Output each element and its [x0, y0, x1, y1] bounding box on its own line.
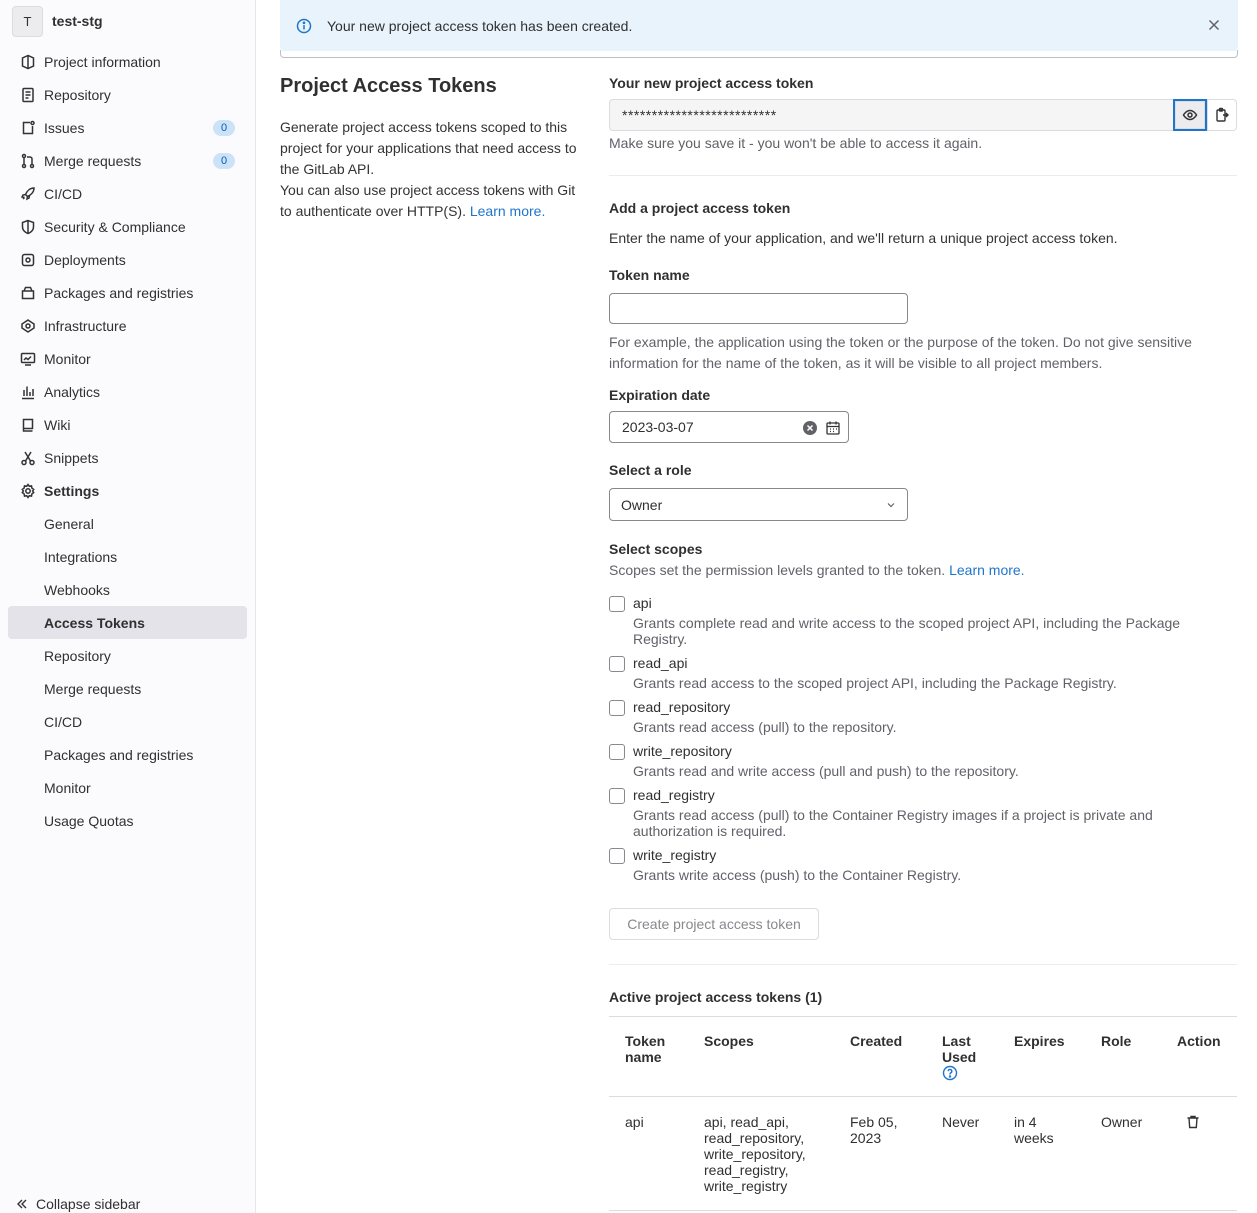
create-token-button[interactable]: Create project access token — [609, 908, 819, 940]
sidebar-item-repository[interactable] — [8, 78, 247, 111]
expiration-date-label: Expiration date — [609, 387, 711, 403]
eye-icon — [1182, 107, 1198, 123]
sidebar-item-label: Packages and registries — [44, 284, 194, 301]
page-description — [280, 117, 580, 222]
token-name-help: For example, the application using the token or the purpose of the token. Do not give sensitive information for the name of the token, as it will be visible to all project members. — [609, 334, 1192, 371]
token-name-input[interactable] — [609, 293, 908, 324]
project-header[interactable] — [12, 6, 103, 36]
scope-name: write_registry — [633, 847, 717, 863]
column-header-last-used[interactable] — [942, 1033, 982, 1084]
sidebar-item-label: Merge requests — [44, 152, 142, 169]
sidebar-item-deployments[interactable] — [8, 243, 247, 276]
scope-checkbox[interactable] — [609, 788, 625, 804]
sidebar-item-analytics[interactable] — [8, 375, 247, 408]
obscured-form-box — [280, 50, 1238, 58]
settings-item-integrations[interactable]: Integrations — [44, 548, 118, 565]
description-text: Generate project access tokens scoped to this project for your applications that need access to the GitLab API. — [280, 119, 577, 177]
token-name-label: Token name — [609, 267, 690, 283]
expiration-date-value: 2023-03-07 — [622, 419, 694, 435]
close-icon[interactable] — [1206, 17, 1222, 33]
cell-last-used: Never — [942, 1114, 980, 1130]
column-header-token-name[interactable]: Token name — [625, 1033, 666, 1065]
sidebar-item-label: Security & Compliance — [44, 218, 186, 235]
scope-description: Grants read access (pull) to the Container Registry images if a project is private and authorization is required. — [633, 807, 1153, 839]
sidebar-item-infrastructure[interactable] — [8, 309, 247, 342]
scope-description: Grants read access to the scoped project API, including the Package Registry. — [633, 675, 1117, 691]
issues-count-badge: 0 — [213, 120, 235, 136]
sidebar — [0, 0, 256, 1213]
sidebar-item-label: Wiki — [44, 416, 71, 433]
scope-name: read_repository — [633, 699, 731, 715]
new-token-label: Your new project access token — [609, 75, 814, 91]
issues-icon — [20, 120, 36, 136]
scope-checkbox[interactable] — [609, 656, 625, 672]
monitor-icon — [20, 351, 36, 367]
sidebar-item-ci-cd[interactable] — [8, 177, 247, 210]
book-icon — [20, 417, 36, 433]
scope-checkbox[interactable] — [609, 700, 625, 716]
document-icon — [20, 87, 36, 103]
sidebar-item-settings[interactable] — [8, 474, 247, 507]
table-bottom-border — [609, 1210, 1237, 1211]
column-header-expires[interactable]: Expires — [1014, 1033, 1065, 1049]
cloud-gear-icon — [20, 318, 36, 334]
cell-scopes: api, read_api, read_repository, write_repository, read_registry, write_registry — [704, 1114, 806, 1194]
settings-item-merge-requests[interactable]: Merge requests — [44, 680, 142, 697]
rocket-icon — [20, 186, 36, 202]
merge-requests-count-badge: 0 — [213, 153, 235, 169]
sidebar-item-label: Snippets — [44, 449, 99, 466]
sidebar-item-label: Analytics — [44, 383, 101, 400]
scope-name: api — [633, 595, 652, 611]
tokens-table-header — [609, 1016, 1237, 1097]
role-label: Select a role — [609, 462, 692, 478]
divider — [609, 964, 1237, 965]
scope-checkbox[interactable] — [609, 848, 625, 864]
deployments-icon — [20, 252, 36, 268]
settings-item-webhooks[interactable]: Webhooks — [44, 581, 110, 598]
expiration-date-input[interactable] — [609, 411, 849, 443]
sidebar-item-label: Infrastructure — [44, 317, 127, 334]
sidebar-item-label: Issues — [44, 119, 85, 136]
role-select-value: Owner — [621, 497, 663, 513]
sidebar-item-label: CI/CD — [44, 185, 83, 202]
sidebar-item-merge-requests[interactable] — [8, 144, 247, 177]
scissors-icon — [20, 450, 36, 466]
settings-item-access-tokens[interactable]: Access Tokens — [8, 606, 247, 639]
new-token-field[interactable]: ************************** — [609, 99, 1175, 131]
cell-created: Feb 05, 2023 — [850, 1114, 898, 1146]
sidebar-item-label: Settings — [44, 482, 100, 499]
cell-token-name: api — [625, 1114, 644, 1130]
scope-description: Grants read and write access (pull and push) to the repository. — [633, 763, 1019, 779]
clear-icon[interactable] — [802, 420, 818, 436]
cell-expires: in 4 weeks — [1014, 1114, 1054, 1146]
settings-item-repository[interactable]: Repository — [44, 647, 111, 664]
scope-name: read_registry — [633, 787, 715, 803]
last-used-label: Last Used — [942, 1033, 977, 1065]
scope-description: Grants complete read and write access to the scoped project API, including the Package Registry. — [633, 615, 1181, 647]
reveal-token-button[interactable] — [1173, 99, 1207, 131]
package-icon — [20, 285, 36, 301]
merge-request-icon — [20, 153, 36, 169]
success-alert — [280, 0, 1238, 51]
chart-icon — [20, 384, 36, 400]
column-header-scopes[interactable]: Scopes — [704, 1033, 754, 1049]
info-icon — [296, 18, 312, 34]
help-icon[interactable] — [942, 1065, 958, 1081]
double-chevron-left-icon — [16, 1198, 28, 1210]
sidebar-item-packages-registries[interactable] — [8, 276, 247, 309]
cell-role: Owner — [1101, 1114, 1143, 1130]
alert-message: Your new project access token has been created. — [327, 17, 633, 34]
sidebar-item-wiki[interactable] — [8, 408, 247, 441]
settings-item-ci-cd[interactable]: CI/CD — [44, 713, 83, 730]
scopes-label: Select scopes — [609, 541, 703, 557]
new-token-help: Make sure you save it - you won't be able to access it again. — [609, 135, 983, 151]
sidebar-item-project-information[interactable] — [8, 45, 247, 78]
sidebar-item-monitor[interactable] — [8, 342, 247, 375]
role-select[interactable] — [609, 488, 908, 521]
chevron-down-icon — [886, 501, 896, 509]
active-tokens-title: Active project access tokens (1) — [609, 989, 823, 1005]
scope-description: Grants read access (pull) to the repository. — [633, 719, 897, 735]
project-icon — [20, 54, 36, 70]
scope-description: Grants write access (push) to the Container Registry. — [633, 867, 962, 883]
column-header-role[interactable]: Role — [1101, 1033, 1132, 1049]
trash-icon[interactable] — [1185, 1114, 1201, 1130]
column-header-created[interactable]: Created — [850, 1033, 903, 1049]
clipboard-icon — [1214, 107, 1230, 123]
sidebar-item-security-compliance[interactable] — [8, 210, 247, 243]
page-title: Project Access Tokens — [280, 75, 497, 97]
settings-item-monitor[interactable]: Monitor — [44, 779, 91, 796]
form-heading: Add a project access token — [609, 200, 791, 216]
scopes-learn-more-link[interactable]: Learn more. — [949, 562, 1025, 578]
sidebar-item-label: Project information — [44, 53, 161, 70]
scope-checkbox[interactable] — [609, 596, 625, 612]
scopes-help-text: Scopes set the permission levels granted to the token. — [609, 562, 946, 578]
sidebar-item-label: Monitor — [44, 350, 91, 367]
settings-item-general[interactable]: General — [44, 515, 94, 532]
column-header-action: Action — [1177, 1033, 1221, 1049]
description-text-2: You can also use project access tokens with Git to authenticate over HTTP(S). — [280, 182, 576, 219]
settings-item-usage-quotas[interactable]: Usage Quotas — [44, 812, 134, 829]
copy-token-button[interactable] — [1207, 99, 1237, 131]
project-avatar: T — [12, 6, 43, 37]
learn-more-link[interactable]: Learn more. — [469, 203, 546, 219]
shield-icon — [20, 219, 36, 235]
scopes-help — [609, 562, 1025, 578]
collapse-sidebar-button[interactable] — [16, 1196, 140, 1212]
sidebar-item-label: Repository — [44, 86, 111, 103]
collapse-sidebar-label: Collapse sidebar — [36, 1196, 141, 1212]
project-name: test-stg — [52, 13, 103, 29]
scope-name: write_repository — [633, 743, 732, 759]
calendar-icon[interactable] — [825, 420, 841, 436]
sidebar-nav — [8, 45, 247, 837]
sidebar-item-label: Deployments — [44, 251, 126, 268]
sidebar-item-snippets[interactable] — [8, 441, 247, 474]
scope-checkbox[interactable] — [609, 744, 625, 760]
divider — [609, 175, 1237, 176]
sidebar-item-issues[interactable] — [8, 111, 247, 144]
settings-item-packages-registries[interactable]: Packages and registries — [44, 746, 194, 763]
form-subheading: Enter the name of your application, and we'll return a unique project access token. — [609, 230, 1118, 246]
scope-name: read_api — [633, 655, 688, 671]
settings-icon — [20, 483, 36, 499]
